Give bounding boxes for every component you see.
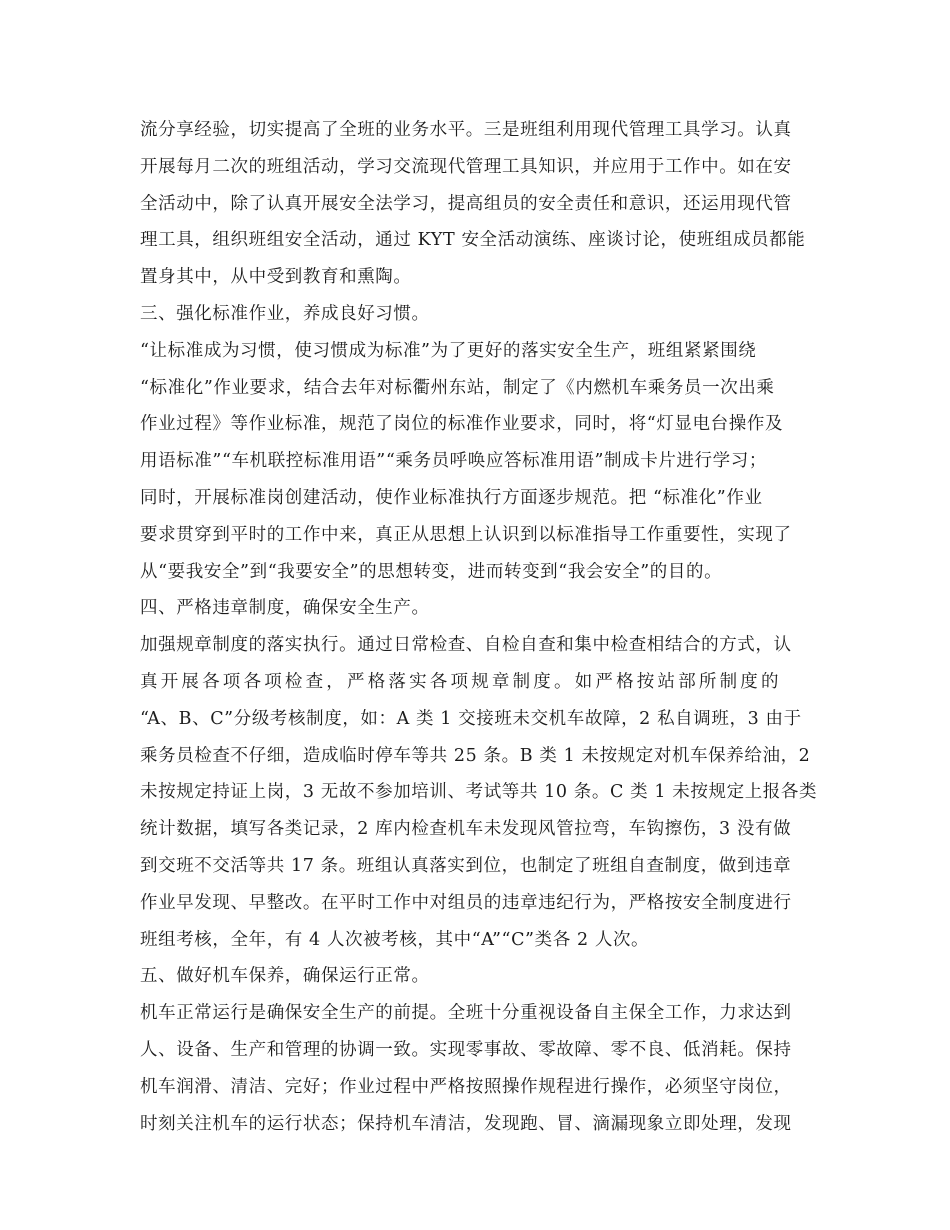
text-line: 流分享经验，切实提高了全班的业务水平。三是班组利用现代管理工具学习。认真 <box>140 120 792 140</box>
text-line: 作业早发现、早整改。在平时工作中对组员的违章违纪行为，严格按安全制度进行 <box>140 892 792 913</box>
text-line: 作业过程》等作业标准，规范了岗位的标准作业要求，同时，将“灯显电台操作及 <box>140 414 784 435</box>
text-line: 全活动中，除了认真开展安全法学习，提高组员的安全责任和意识，还运用现代管 <box>140 193 792 214</box>
text-line: 人、设备、生产和管理的协调一致。实现零事故、零故障、零不良、低消耗。保持 <box>140 1039 792 1060</box>
text-line: 班组考核，全年，有 4 人次被考核，其中“A”“C”类各 2 人次。 <box>140 929 650 950</box>
document-body <box>140 112 820 1142</box>
text-line: “让标准成为习惯，使习惯成为标准”为了更好的落实安全生产，班组紧紧围绕 <box>140 340 757 361</box>
text-line: 乘务员检查不仔细，造成临时停车等共 25 条。B 类 1 未按规定对机车保养给油，2 <box>140 745 811 766</box>
text-line: 机车润滑、清洁、完好；作业过程中严格按照操作规程进行操作，必须坚守岗位， <box>140 1076 792 1097</box>
section-heading-4: 四、严格违章制度，确保安全生产。 <box>140 598 430 619</box>
section-heading-5: 五、做好机车保养，确保运行正常。 <box>140 966 430 987</box>
text-line: 时刻关注机车的运行状态；保持机车清洁，发现跑、冒、滴漏现象立即处理，发现 <box>140 1113 792 1134</box>
text-line: “标准化”作业要求，结合去年对标衢州东站，制定了《内燃机车乘务员一次出乘 <box>140 377 775 398</box>
text-line: “A、B、C”分级考核制度，如：A 类 1 交接班未交机车故障，2 私自调班，3 由于 <box>140 708 802 729</box>
text-line: 到交班不交活等共 17 条。班组认真落实到位，也制定了班组自查制度，做到违章 <box>140 855 792 876</box>
text-line: 从“要我安全”到“我要安全”的思想转变，进而转变到“我会安全”的目的。 <box>140 561 723 582</box>
text-line: 置身其中，从中受到教育和熏陶。 <box>140 267 412 288</box>
text-line: 开展每月二次的班组活动，学习交流现代管理工具知识，并应用于工作中。如在安 <box>140 156 792 177</box>
text-line: 真开展各项各项检查，严格落实各项规章制度。如严格按站部所制度的 <box>140 671 782 692</box>
text-line: 未按规定持证上岗，3 无故不参加培训、考试等共 10 条。C 类 1 未按规定上报各类 <box>140 782 818 803</box>
text-line: 统计数据，填写各类记录，2 库内检查机车未发现风管拉弯，车钩擦伤，3 没有做 <box>140 819 792 840</box>
text-line: 加强规章制度的落实执行。通过日常检查、自检自查和集中检查相结合的方式，认 <box>140 635 792 656</box>
text-line: 用语标准”“车机联控标准用语”“乘务员呼唤应答标准用语”制成卡片进行学习； <box>140 451 767 472</box>
text-line: 理工具，组织班组安全活动，通过 KYT 安全活动演练、座谈讨论，使班组成员都能 <box>140 230 806 251</box>
text-line: 要求贯穿到平时的工作中来，真正从思想上认识到以标准指导工作重要性，实现了 <box>140 524 792 545</box>
section-heading-3: 三、强化标准作业，养成良好习惯。 <box>140 303 430 324</box>
text-line: 同时，开展标准岗创建活动，使作业标准执行方面逐步规范。把 “标准化”作业 <box>140 487 763 508</box>
text-line: 机车正常运行是确保安全生产的前提。全班十分重视设备自主保全工作，力求达到 <box>140 1003 792 1024</box>
